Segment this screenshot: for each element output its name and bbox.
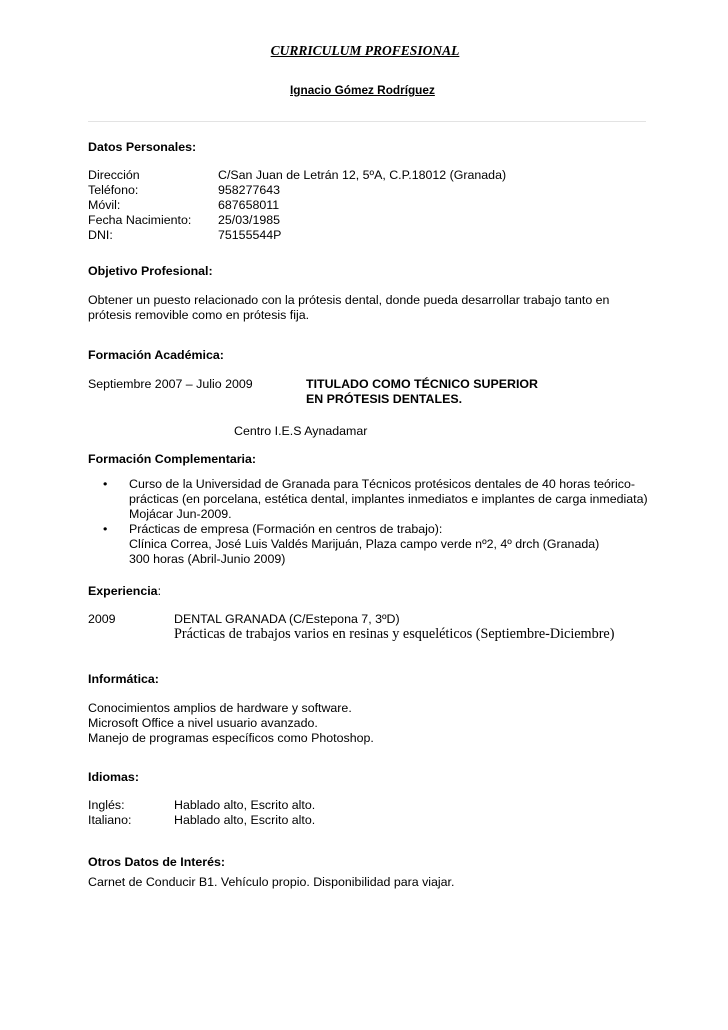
header-divider bbox=[88, 121, 646, 122]
academic-heading: Formación Académica: bbox=[88, 348, 224, 362]
list-item bbox=[103, 522, 663, 567]
personal-label: DNI: bbox=[88, 228, 113, 242]
personal-row bbox=[88, 183, 506, 198]
document-title-text: CURRICULUM PROFESIONAL bbox=[270, 43, 460, 58]
experience-detail: Prácticas de trabajos varios en resinas y esqueléticos (Septiembre-Diciembre) bbox=[174, 626, 615, 642]
personal-details bbox=[88, 168, 506, 243]
language-row bbox=[88, 798, 315, 813]
academic-center: Centro I.E.S Aynadamar bbox=[234, 424, 368, 438]
complementary-list bbox=[103, 477, 663, 567]
experience-heading-wrap bbox=[88, 584, 161, 599]
personal-value: 75155544P bbox=[218, 228, 282, 242]
personal-value: 958277643 bbox=[218, 183, 281, 197]
languages-heading: Idiomas: bbox=[88, 770, 139, 784]
computing-heading: Informática: bbox=[88, 672, 159, 686]
list-item-line: Prácticas de empresa (Formación en centros de trabajo): bbox=[129, 522, 443, 536]
document-title bbox=[0, 43, 728, 58]
complementary-heading: Formación Complementaria: bbox=[88, 452, 256, 466]
experience-company: DENTAL GRANADA (C/Estepona 7, 3ºD) bbox=[174, 612, 400, 626]
objective-line: Obtener un puesto relacionado con la prótesis dental, donde pueda desarrollar trabajo tanto en bbox=[88, 293, 610, 307]
experience-heading-colon: : bbox=[157, 584, 162, 598]
personal-row bbox=[88, 213, 506, 228]
language-label: Inglés: bbox=[88, 798, 125, 812]
list-item-line: 300 horas (Abril-Junio 2009) bbox=[129, 552, 286, 566]
language-label: Italiano: bbox=[88, 813, 132, 827]
personal-value: 25/03/1985 bbox=[218, 213, 281, 227]
language-row bbox=[88, 813, 315, 828]
academic-degree: EN PRÓTESIS DENTALES. bbox=[306, 392, 463, 406]
objective-line: prótesis removible como en prótesis fija. bbox=[88, 308, 310, 322]
language-level: Hablado alto, Escrito alto. bbox=[174, 798, 316, 812]
candidate-name: Ignacio Gómez Rodríguez bbox=[290, 83, 435, 97]
academic-period: Septiembre 2007 – Julio 2009 bbox=[88, 377, 253, 391]
bullet-icon: • bbox=[103, 477, 108, 491]
list-item-line: Curso de la Universidad de Granada para Técnicos protésicos dentales de 40 horas teórico- bbox=[129, 477, 636, 491]
computing-line: Microsoft Office a nivel usuario avanzado. bbox=[88, 716, 318, 730]
list-item-line: prácticas (en porcelana, estética dental, implantes inmediatos e implantes de carga inmediata) bbox=[129, 492, 648, 506]
language-level: Hablado alto, Escrito alto. bbox=[174, 813, 316, 827]
academic-degree: TITULADO COMO TÉCNICO SUPERIOR bbox=[306, 377, 538, 391]
other-text: Carnet de Conducir B1. Vehículo propio. Disponibilidad para viajar. bbox=[88, 875, 455, 889]
personal-row bbox=[88, 198, 506, 213]
languages-list bbox=[88, 798, 315, 828]
computing-line: Conocimientos amplios de hardware y software. bbox=[88, 701, 352, 715]
personal-label: Dirección bbox=[88, 168, 140, 182]
personal-label: Móvil: bbox=[88, 198, 121, 212]
list-item-line: Clínica Correa, José Luis Valdés Marijuán, Plaza campo verde nº2, 4º drch (Granada) bbox=[129, 537, 600, 551]
personal-row bbox=[88, 228, 506, 243]
experience-year: 2009 bbox=[88, 612, 116, 626]
personal-value: C/San Juan de Letrán 12, 5ºA, C.P.18012 (Granada) bbox=[218, 168, 507, 182]
list-item-line: Mojácar Jun-2009. bbox=[129, 507, 232, 521]
personal-label: Fecha Nacimiento: bbox=[88, 213, 192, 227]
list-item bbox=[103, 477, 663, 522]
experience-heading: Experiencia bbox=[88, 584, 158, 598]
other-heading: Otros Datos de Interés: bbox=[88, 855, 226, 869]
personal-heading: Datos Personales: bbox=[88, 140, 197, 154]
computing-line: Manejo de programas específicos como Photoshop. bbox=[88, 731, 374, 745]
personal-value: 687658011 bbox=[218, 198, 280, 212]
personal-label: Teléfono: bbox=[88, 183, 139, 197]
objective-heading: Objetivo Profesional: bbox=[88, 264, 213, 278]
personal-row bbox=[88, 168, 506, 183]
bullet-icon: • bbox=[103, 522, 108, 536]
